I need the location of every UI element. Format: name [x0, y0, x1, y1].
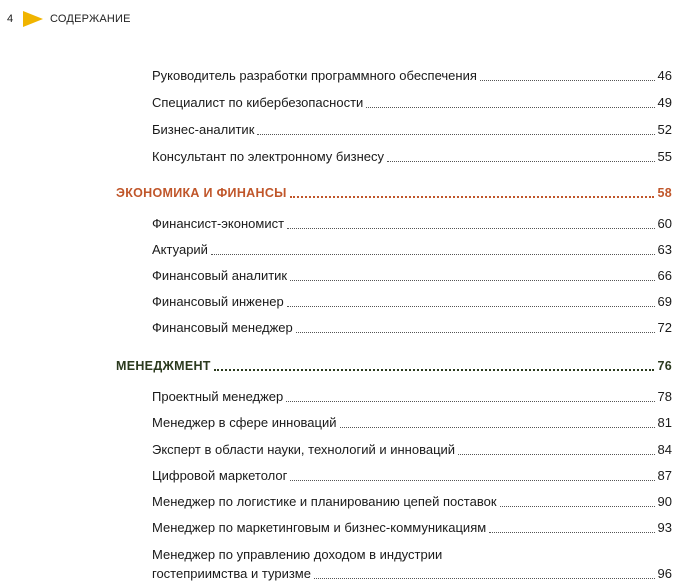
toc-entry[interactable] [152, 294, 672, 310]
dot-leader [290, 195, 655, 198]
toc-entry[interactable] [152, 468, 672, 484]
toc-entry-page: 72 [657, 320, 672, 335]
dot-leader [286, 400, 654, 402]
toc-entry-page: 69 [657, 294, 672, 309]
toc-entry-page: 84 [657, 442, 672, 457]
toc-entry-page: 60 [657, 216, 672, 231]
toc-entry[interactable] [152, 415, 672, 431]
toc-entry-page: 81 [657, 415, 672, 430]
section-heading-management[interactable] [116, 358, 672, 374]
triangle-arrow-icon [22, 10, 44, 28]
toc-entry-line2 [152, 566, 672, 582]
section-heading-page: 76 [657, 359, 672, 373]
toc-entry-label-line2: гостеприимства и туризме [152, 566, 311, 581]
section-heading-label: МЕНЕДЖМЕНТ [116, 359, 211, 373]
toc-entry-label: Специалист по кибербезопасности [152, 95, 364, 110]
toc-entry-label: Финансист-экономист [152, 216, 285, 231]
dot-leader [290, 279, 654, 281]
toc-entry-page: 55 [657, 149, 672, 164]
dot-leader [314, 577, 655, 579]
toc-entry[interactable] [152, 95, 672, 111]
toc-entry-label: Актуарий [152, 242, 208, 257]
toc-entry-page: 66 [657, 268, 672, 283]
toc-entry[interactable] [152, 547, 672, 582]
dot-leader [287, 227, 654, 229]
toc-entry[interactable] [152, 242, 672, 258]
dot-leader [287, 305, 655, 307]
dot-leader [296, 331, 655, 333]
toc-entry[interactable] [152, 122, 672, 138]
dot-leader [214, 368, 655, 371]
dot-leader [489, 531, 654, 533]
toc-entry[interactable] [152, 320, 672, 336]
toc-entry-page: 52 [657, 122, 672, 137]
toc-entry-label: Менеджер по логистике и планированию цепей поставок [152, 494, 497, 509]
toc-entry[interactable] [152, 389, 672, 405]
toc-entry-label: Менеджер в сфере инноваций [152, 415, 337, 430]
toc-entry-page: 63 [657, 242, 672, 257]
dot-leader [458, 453, 654, 455]
toc-entry-page: 90 [657, 494, 672, 509]
toc-entry-label-line1: Менеджер по управлению доходом в индустрии [152, 547, 443, 562]
section-heading-page: 58 [657, 186, 672, 200]
toc-entry-label: Цифровой маркетолог [152, 468, 288, 483]
toc-entry-page: 78 [657, 389, 672, 404]
toc-entry-page: 46 [657, 68, 672, 83]
page-header [0, 8, 131, 30]
toc-entry[interactable] [152, 494, 672, 510]
toc-entry-label: Эксперт в области науки, технологий и инноваций [152, 442, 456, 457]
toc-entry-page: 96 [657, 566, 672, 581]
page-number: 4 [7, 13, 14, 25]
dot-leader [366, 106, 654, 108]
toc-entry-label: Консультант по электронному бизнесу [152, 149, 384, 164]
toc-entry-page: 49 [657, 95, 672, 110]
dot-leader [480, 79, 655, 81]
dot-leader [257, 133, 654, 135]
toc-entry[interactable] [152, 149, 672, 165]
toc-entry-label: Проектный менеджер [152, 389, 284, 404]
dot-leader [500, 505, 655, 507]
toc-entry[interactable] [152, 442, 672, 458]
toc-entry-label: Финансовый менеджер [152, 320, 293, 335]
toc-entry-page: 93 [657, 520, 672, 535]
toc-entry[interactable] [152, 68, 672, 84]
toc-entry-label: Руководитель разработки программного обеспечения [152, 68, 477, 83]
section-heading-economics[interactable] [116, 185, 672, 201]
section-heading-label: ЭКОНОМИКА И ФИНАНСЫ [116, 186, 287, 200]
toc-entry-label: Менеджер по маркетинговым и бизнес-коммуникациям [152, 520, 487, 535]
toc-entry-label: Бизнес-аналитик [152, 122, 255, 137]
dot-leader [387, 160, 655, 162]
dot-leader [340, 426, 655, 428]
toc-entry[interactable] [152, 216, 672, 232]
toc-entry-label: Финансовый инженер [152, 294, 284, 309]
dot-leader [211, 253, 655, 255]
toc-entry-page: 87 [657, 468, 672, 483]
header-title: СОДЕРЖАНИЕ [50, 13, 131, 25]
toc-entry[interactable] [152, 268, 672, 284]
toc-entry[interactable] [152, 520, 672, 536]
toc-entry-label: Финансовый аналитик [152, 268, 288, 283]
dot-leader [290, 479, 654, 481]
